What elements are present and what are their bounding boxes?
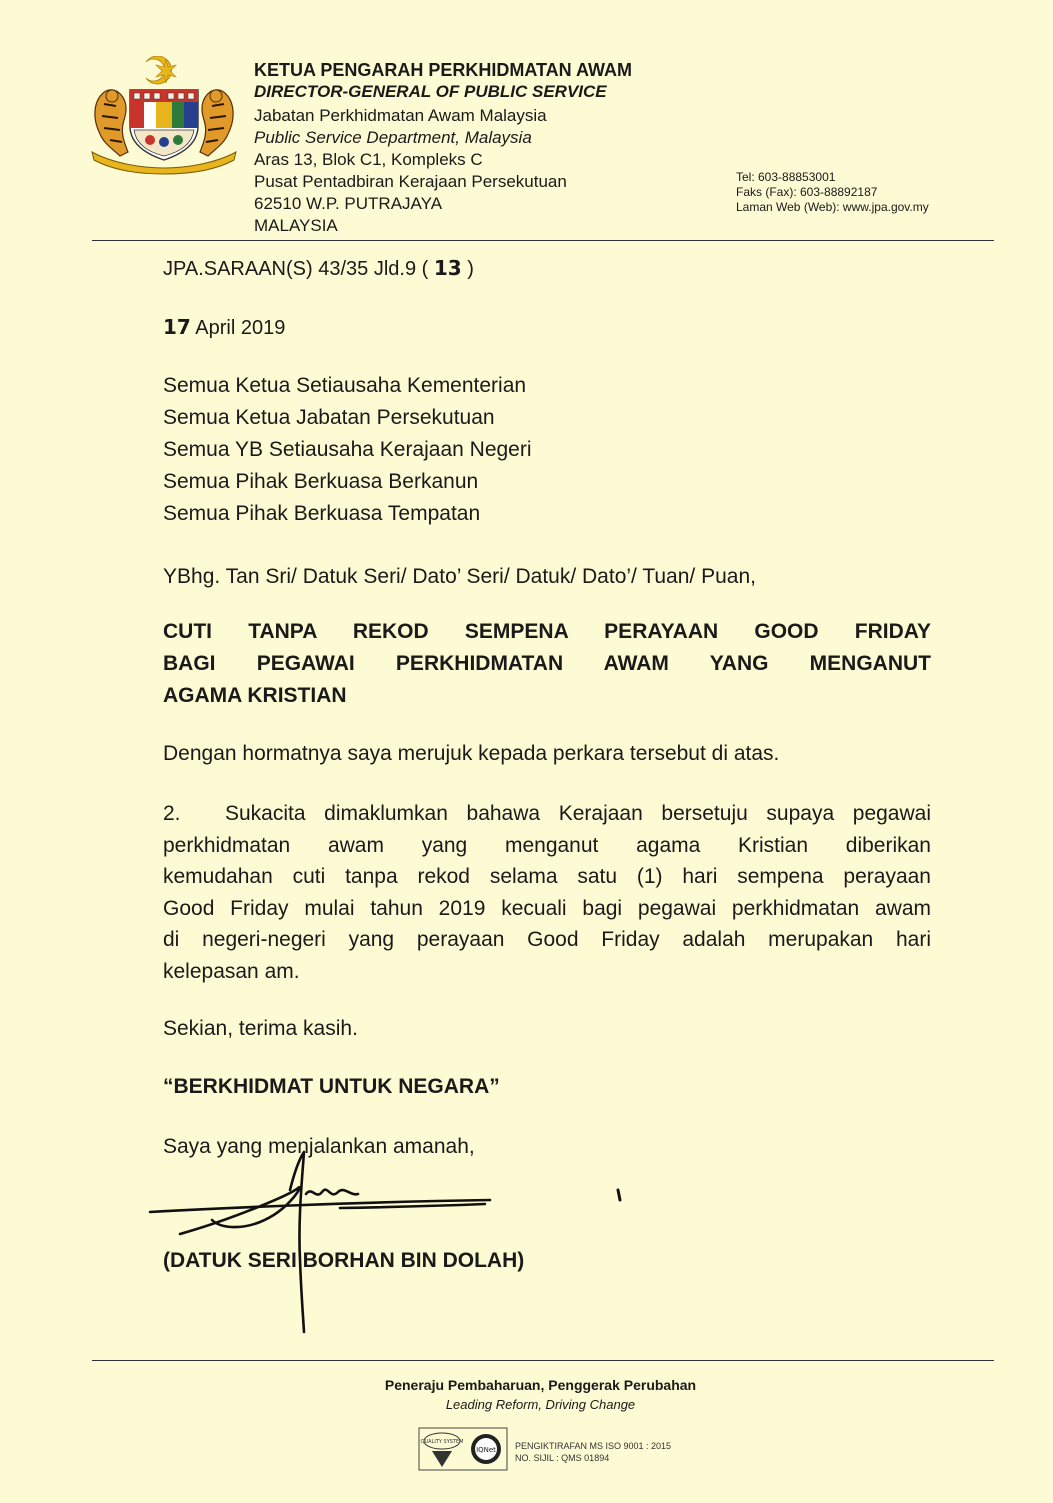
paragraph-2-line: perkhidmatan awam yang menganut agama Kristian diberikan <box>163 833 931 857</box>
trust-line: Saya yang menjalankan amanah, <box>163 1135 475 1158</box>
certification-text: PENGIKTIRAFAN MS ISO 9001 : 2015 <box>515 1441 672 1451</box>
letterhead-subtitle: DIRECTOR-GENERAL OF PUBLIC SERVICE <box>254 82 607 101</box>
letter-date <box>163 311 285 344</box>
subject-line: BAGI PEGAWAI PERKHIDMATAN AWAM YANG MENGANUT <box>163 652 931 675</box>
letterhead-department: Jabatan Perkhidmatan Awam Malaysia <box>254 106 547 125</box>
subject-line: CUTI TANPA REKOD SEMPENA PERAYAAN GOOD FRIDAY <box>163 620 931 643</box>
footer-slogan: Peneraju Pembaharuan, Penggerak Perubahan <box>384 1377 697 1393</box>
paragraph-1: Dengan hormatnya saya merujuk kepada perkara tersebut di atas. <box>163 742 780 765</box>
letter-subject <box>163 616 931 712</box>
reference-suffix: ) <box>467 258 474 280</box>
subject-line: AGAMA KRISTIAN <box>163 684 347 707</box>
recipient-item: Semua Ketua Jabatan Persekutuan <box>163 406 495 429</box>
contact-fax: Faks (Fax): 603-88892187 <box>736 185 878 199</box>
reference-prefix: JPA.SARAAN(S) 43/35 Jld.9 ( <box>163 258 429 280</box>
paragraph-2-line: Good Friday mulai tahun 2019 kecuali bagi pegawai perkhidmatan awam <box>163 896 931 920</box>
paragraph-2-line: di negeri-negeri yang perayaan Good Friday adalah merupakan hari <box>163 928 931 951</box>
date-month-year: April 2019 <box>195 317 286 339</box>
motto: “BERKHIDMAT UNTUK NEGARA” <box>163 1075 500 1098</box>
letterhead-department-en: Public Service Department, Malaysia <box>254 128 532 147</box>
letterhead-address-line: 62510 W.P. PUTRAJAYA <box>254 194 443 213</box>
iqnet-badge-text: IQNet <box>476 1446 496 1454</box>
recipient-item: Semua YB Setiausaha Kerajaan Negeri <box>163 438 532 461</box>
reference-handwritten-number: 13 <box>433 256 462 280</box>
recipient-item: Semua Ketua Setiausaha Kementerian <box>163 374 527 397</box>
handwritten-signature <box>140 1150 640 1335</box>
signer-name: (DATUK SERI BORHAN BIN DOLAH) <box>163 1249 525 1272</box>
quality-certification-logos <box>418 1427 508 1471</box>
letterhead-address-line: Pusat Pentadbiran Kerajaan Persekutuan <box>254 172 567 191</box>
footer-slogan-en: Leading Reform, Driving Change <box>445 1397 636 1412</box>
contact-tel: Tel: 603-88853001 <box>736 170 836 184</box>
quality-system-badge-text: QUALITY SYSTEM <box>420 1439 464 1445</box>
reference-number <box>163 252 474 285</box>
salutation: YBhg. Tan Sri/ Datuk Seri/ Dato’ Seri/ Datuk/ Dato’/ Tuan/ Puan, <box>163 565 756 588</box>
closing-line: Sekian, terima kasih. <box>163 1017 358 1040</box>
certificate-number: NO. SIJIL : QMS 01894 <box>515 1453 610 1463</box>
malaysia-coat-of-arms-logo <box>84 56 244 176</box>
recipient-item: Semua Pihak Berkuasa Berkanun <box>163 470 479 493</box>
paragraph-2-line <box>163 798 931 830</box>
recipient-item: Semua Pihak Berkuasa Tempatan <box>163 502 481 525</box>
paragraph-2 <box>163 798 931 987</box>
contact-web: Laman Web (Web): www.jpa.gov.my <box>736 200 929 214</box>
paragraph-number: 2. <box>163 802 181 825</box>
paragraph-2-text: Sukacita dimaklumkan bahawa Kerajaan bersetuju supaya pegawai <box>225 802 931 825</box>
recipient-list <box>163 370 623 530</box>
letterhead-address-line: Aras 13, Blok C1, Kompleks C <box>254 150 483 169</box>
date-handwritten-day: 17 <box>163 315 191 339</box>
letterhead-title: KETUA PENGARAH PERKHIDMATAN AWAM <box>254 60 632 80</box>
paragraph-2-line: kelepasan am. <box>163 959 300 983</box>
paragraph-2-line: kemudahan cuti tanpa rekod selama satu (1) hari sempena perayaan <box>163 865 931 888</box>
letterhead-divider <box>92 240 994 241</box>
letterhead-address-line: MALAYSIA <box>254 216 338 235</box>
footer-divider <box>92 1360 994 1361</box>
